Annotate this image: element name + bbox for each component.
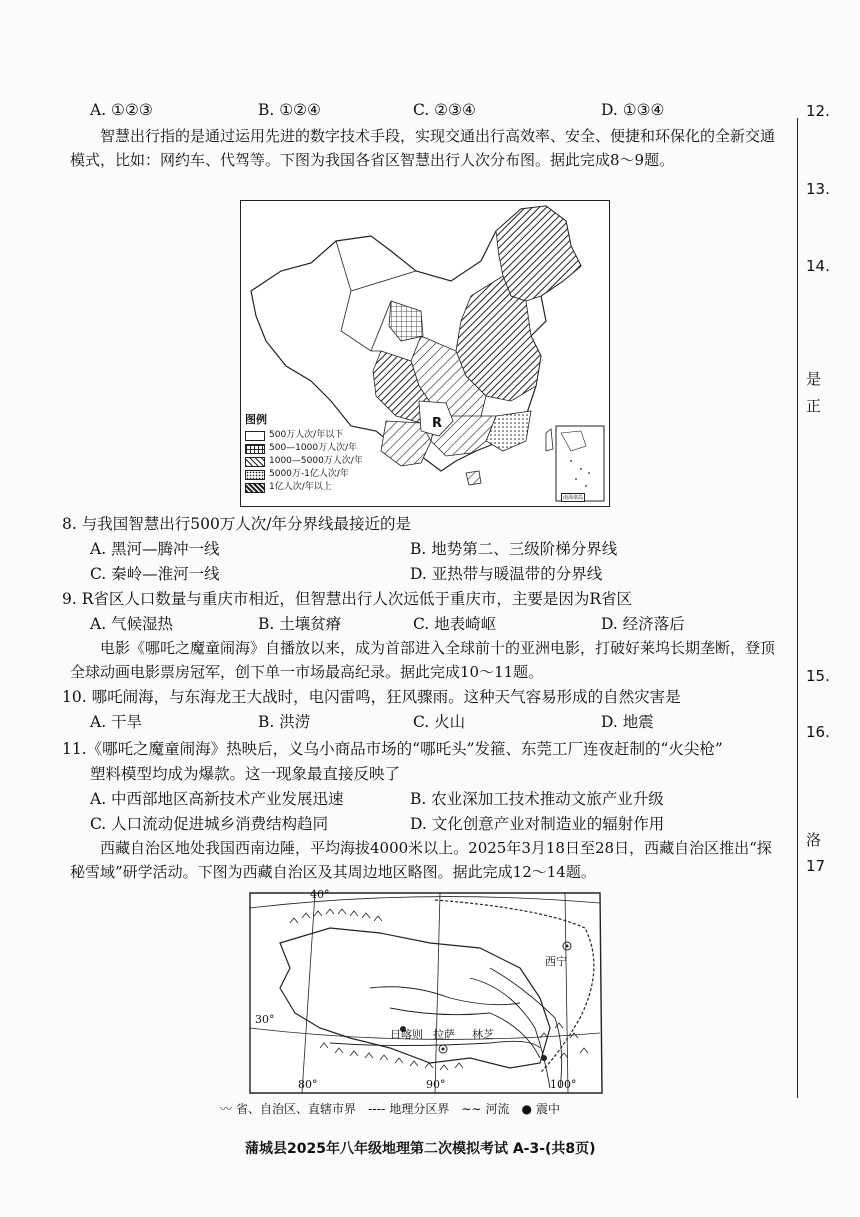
dashed-line-icon: ---- [368,1101,386,1116]
q9-option-b: B. 土壤贫瘠 [258,615,342,633]
map-marker-r: R [432,416,443,431]
china-map [240,200,610,507]
page-footer: 蒲城县2025年八年级地理第二次模拟考试 A-3-(共8页) [245,1141,596,1157]
q7-option-d: D. ①③④ [601,101,665,119]
q11-stem-line2: 塑料模型均成为爆款。这一现象最直接反映了 [90,765,401,783]
legend-title: 图例 [245,413,267,426]
side-number-17: 17 [806,857,826,875]
lat-30-label: 30° [255,1013,275,1026]
legend-label: 1亿人次/年以上 [269,482,332,492]
q11-option-c: C. 人口流动促进城乡消费结构趋同 [90,815,329,833]
legend-swatch-dots [245,470,265,480]
side-number-14: 14. [806,257,830,275]
legend-swatch-grid [245,444,265,454]
lon-80-label: 80° [298,1078,318,1091]
side-number-15: 15. [806,667,830,685]
legend-label: 5000万-1亿人次/年 [269,469,349,479]
inset-label: 南海诸岛 [563,495,584,501]
q10-option-c: C. 火山 [413,713,466,731]
tibet-map-legend [220,1100,560,1117]
q8-stem: 8. 与我国智慧出行500万人次/年分界线最接近的是 [62,515,412,533]
legend-swatch-blank [245,431,265,441]
legend-item-2 [245,442,363,455]
q8-option-d: D. 亚热带与暖温带的分界线 [410,565,603,583]
q10-option-a: A. 干旱 [90,713,143,731]
side-text-2: 正 [806,397,822,415]
intro-10-11: 电影《哪吒之魔童闹海》自播放以来，成为首部进入全球前十的亚洲电影，打破好莱坞长期垄断，登顶全球动画电影票房冠军，创下单一市场最高纪录。据此完成10～11题。 [70,639,776,681]
side-number-12: 12. [806,102,830,120]
q11-option-b: B. 农业深加工技术推动文旅产业升级 [410,790,664,808]
q11-option-a: A. 中西部地区高新技术产业发展迅速 [90,790,344,808]
legend-item-3 [245,455,363,468]
q8-option-b: B. 地势第二、三级阶梯分界线 [410,540,618,558]
q8-option-c: C. 秦岭—淮河一线 [90,565,220,583]
column-divider [797,118,798,1098]
tibet-map [240,888,608,1098]
lat-40-label: 40° [310,888,330,901]
lon-100-label: 100° [550,1078,577,1091]
q9-option-d: D. 经济落后 [601,615,685,633]
side-text-3: 洛 [806,831,822,849]
legend-item-4 [245,468,363,481]
legend-swatch-light-hatch [245,457,265,467]
q10-option-d: D. 地震 [601,713,654,731]
legend-boundary-label: 省、自治区、直辖市界 [236,1102,357,1116]
tibet-map-graphic [240,888,608,1098]
q11-stem-line1: 11.《哪吒之魔童闹海》热映后，义乌小商品市场的“哪吒头”发箍、东莞工厂连夜赶制的“火尖枪” [62,740,723,758]
q10-option-b: B. 洪涝 [258,713,311,731]
side-number-13: 13. [806,180,830,198]
side-text-1: 是 [806,370,822,388]
q7-option-c: C. ②③④ [413,101,476,119]
q8-option-a: A. 黑河—腾冲一线 [90,540,220,558]
map-legend [245,411,363,494]
legend-epicenter-label: 震中 [535,1102,560,1116]
city-rikaze: 日喀则 [390,1028,423,1041]
intro-12-14: 西藏自治区地处我国西南边陲，平均海拔4000米以上。2025年3月18日至28日，西藏自治区推出“探秘雪域”研学活动。下图为西藏自治区及其周边地区略图。据此完成12～14题。 [70,839,772,881]
q7-option-a: A. ①②③ [90,101,153,119]
legend-swatch-heavy-hatch [245,483,265,493]
q9-option-c: C. 地表崎岖 [413,615,497,633]
legend-item-5 [245,481,363,494]
river-line-icon: ∼∼ [461,1101,482,1116]
legend-label: 500—1000万人次/年 [269,443,358,453]
side-number-16: 16. [806,723,830,741]
city-lasa: 拉萨 [433,1028,455,1041]
q11-option-d: D. 文化创意产业对制造业的辐射作用 [410,815,665,833]
q9-stem: 9. R省区人口数量与重庆市相近，但智慧出行人次远低于重庆市，主要是因为R省区 [62,590,633,608]
q9-option-a: A. 气候湿热 [90,615,174,633]
legend-region-label: 地理分区界 [389,1102,450,1116]
lon-90-label: 90° [426,1078,446,1091]
legend-label: 1000—5000万人次/年 [269,456,363,466]
boundary-line-icon: 〰 [220,1102,233,1116]
q7-option-b: B. ①②④ [258,101,321,119]
legend-item-1 [245,429,363,442]
epicenter-dot-icon: ● [521,1101,532,1116]
legend-label: 500万人次/年以下 [269,430,344,440]
legend-river-label: 河流 [485,1102,510,1116]
q10-stem: 10. 哪吒闹海，与东海龙王大战时，电闪雷鸣，狂风骤雨。这种天气容易形成的自然灾害是 [62,688,681,706]
city-xining: 西宁 [545,955,567,968]
city-linzhi: 林芝 [472,1028,494,1041]
intro-8-9: 智慧出行指的是通过运用先进的数字技术手段，实现交通出行高效率、安全、便捷和环保化的全新交通模式，比如：网约车、代驾等。下图为我国各省区智慧出行人次分布图。据此完成8～9题。 [70,127,776,169]
